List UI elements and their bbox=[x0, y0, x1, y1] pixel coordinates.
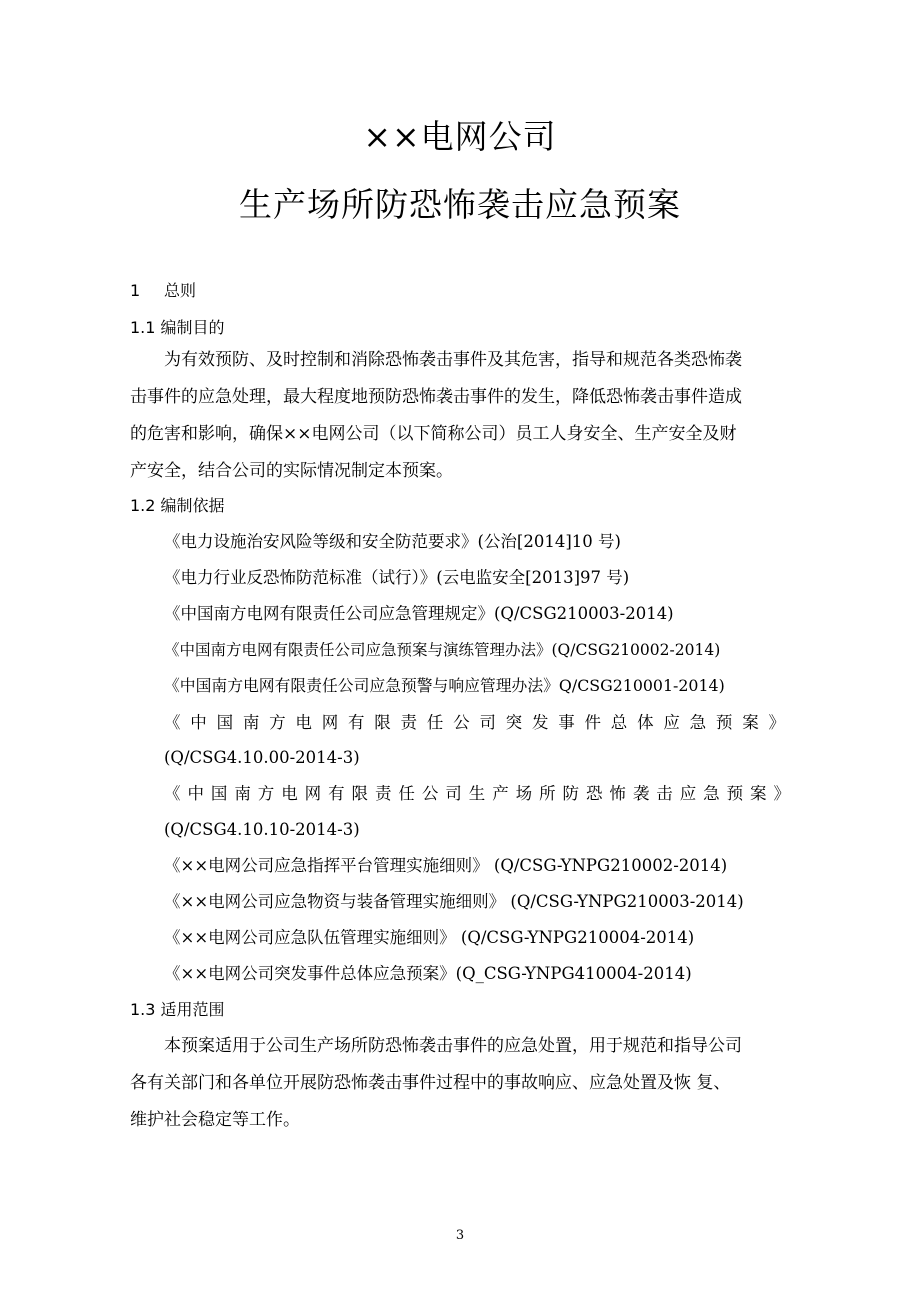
reference-item: 《中国南方电网有限责任公司应急管理规定》(Q/CSG210003-2014) bbox=[164, 604, 674, 623]
paragraph-line: 产安全，结合公司的实际情况制定本预案。 bbox=[130, 461, 453, 481]
reference-item: 《电力设施治安风险等级和安全防范要求》(公治[2014]10 号) bbox=[164, 532, 621, 551]
reference-item: 《××电网公司应急指挥平台管理实施细则》 (Q/CSG-YNPG210002-2014) bbox=[164, 856, 728, 875]
reference-item: 《中国南方电网有限责任公司应急预案与演练管理办法》(Q/CSG210002-2014) bbox=[164, 641, 721, 659]
section-1-3-heading: 1.3 适用范围 bbox=[130, 1000, 225, 1019]
paragraph-line: 的危害和影响，确保××电网公司（以下简称公司）员工人身安全、生产安全及财 bbox=[130, 424, 737, 444]
section-1-title: 总则 bbox=[164, 281, 197, 300]
section-1-1-heading: 1.1 编制目的 bbox=[130, 318, 225, 337]
reference-item: 《中国南方电网有限责任公司突发事件总体应急预案》 bbox=[164, 713, 794, 732]
reference-item: 《中国南方电网有限责任公司应急预警与响应管理办法》Q/CSG210001-2014) bbox=[164, 676, 725, 695]
reference-item: 《中国南方电网有限责任公司生产场所防恐怖袭击应急预案》 bbox=[164, 784, 794, 803]
reference-item-continued: (Q/CSG4.10.00-2014-3) bbox=[164, 748, 360, 767]
page-number: 3 bbox=[455, 1228, 465, 1243]
reference-item: 《××电网公司应急物资与装备管理实施细则》 (Q/CSG-YNPG210003-2014) bbox=[164, 892, 744, 911]
section-1-number: 1 bbox=[130, 281, 141, 300]
paragraph-line: 为有效预防、及时控制和消除恐怖袭击事件及其危害，指导和规范各类恐怖袭 bbox=[164, 350, 742, 370]
document-title-plan: 生产场所防恐怖袭击应急预案 bbox=[239, 185, 681, 224]
section-1-2-heading: 1.2 编制依据 bbox=[130, 496, 225, 515]
reference-item: 《××电网公司突发事件总体应急预案》(Q_CSG-YNPG410004-2014) bbox=[164, 964, 692, 983]
paragraph-line: 本预案适用于公司生产场所防恐怖袭击事件的应急处置，用于规范和指导公司 bbox=[164, 1036, 742, 1056]
paragraph-line: 击事件的应急处理，最大程度地预防恐怖袭击事件的发生，降低恐怖袭击事件造成 bbox=[130, 387, 742, 407]
reference-item: 《××电网公司应急队伍管理实施细则》 (Q/CSG-YNPG210004-2014) bbox=[164, 928, 695, 947]
reference-item: 《电力行业反恐怖防范标准（试行）》(云电监安全[2013]97 号) bbox=[164, 568, 630, 587]
paragraph-line: 各有关部门和各单位开展防恐怖袭击事件过程中的事故响应、应急处置及恢 复、 bbox=[130, 1073, 731, 1093]
section-1-heading bbox=[130, 279, 196, 303]
paragraph-line: 维护社会稳定等工作。 bbox=[130, 1110, 300, 1130]
reference-item-continued: (Q/CSG4.10.10-2014-3) bbox=[164, 820, 360, 839]
document-title-company: ××电网公司 bbox=[363, 117, 557, 156]
